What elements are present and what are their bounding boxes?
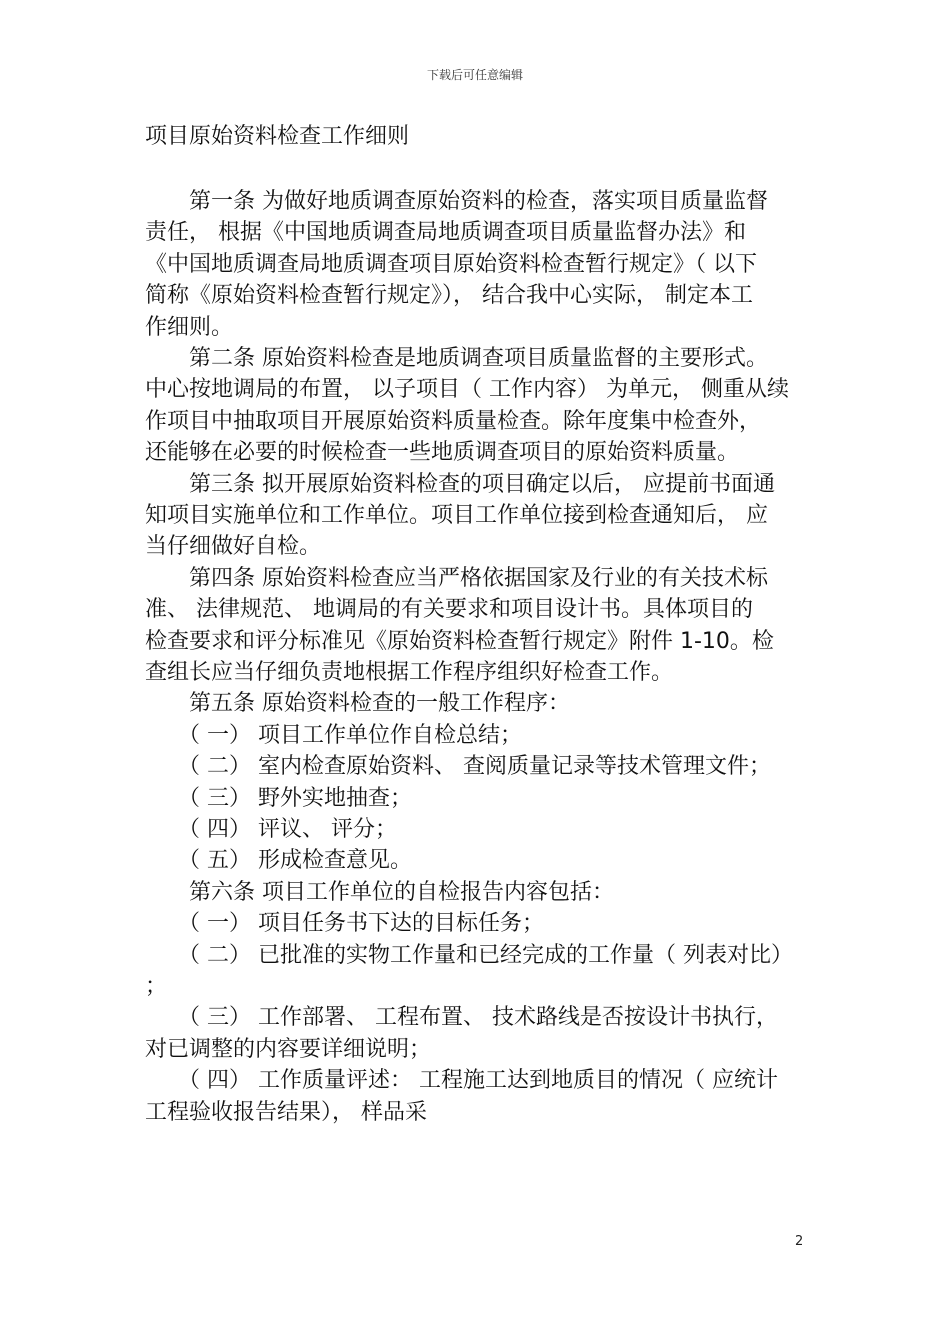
body-line: （ 四） 工作质量评述： 工程施工达到地质目的情况（ 应统计 xyxy=(145,1068,778,1094)
body-line: 作项目中抽取项目开展原始资料质量检查。除年度集中检查外， xyxy=(145,408,762,434)
body-line: 简称《原始资料检查暂行规定》）， 结合我中心实际， 制定本工 xyxy=(145,283,753,309)
header-note: 下载后可任意编辑 xyxy=(426,68,523,82)
body-line: （ 三） 工作部署、 工程布置、 技术路线是否按设计书执行， xyxy=(145,1005,778,1031)
body-line: （ 二） 室内检查原始资料、 查阅质量记录等技术管理文件； xyxy=(145,754,771,780)
body-line: 作细则。 xyxy=(145,314,234,340)
body-line: （ 三） 野外实地抽查； xyxy=(145,785,412,811)
body-line: 当仔细做好自检。 xyxy=(145,534,322,560)
body-line: （ 五） 形成检查意见。 xyxy=(145,848,412,874)
body-line: 第二条 原始资料检查是地质调查项目质量监督的主要形式。 xyxy=(145,346,768,371)
body-line: 工程验收报告结果）， 样品采 xyxy=(145,1099,427,1125)
document-title: 项目原始资料检查工作细则 xyxy=(145,124,410,149)
body-line: 还能够在必要的时候检查一些地质调查项目的原始资料质量。 xyxy=(145,440,740,466)
body-line: 准、 法律规范、 地调局的有关要求和项目设计书。具体项目的 xyxy=(145,597,753,623)
body-line: 检查要求和评分标准见《原始资料检查暂行规定》附件 1-10。检 xyxy=(145,628,774,654)
body-line: ； xyxy=(145,974,168,999)
body-line: 查组长应当仔细负责地根据工作程序组织好检查工作。 xyxy=(145,660,674,685)
body-line: （ 一） 项目任务书下达的目标任务； xyxy=(145,911,544,937)
body-line: 中心按地调局的布置， 以子项目（ 工作内容） 为单元， 侧重从续 xyxy=(145,377,789,403)
body-line: 责任， 根据《中国地质调查局地质调查项目质量监督办法》和 xyxy=(145,220,746,246)
page-number: 2 xyxy=(795,1234,804,1249)
body-line: （ 一） 项目工作单位作自检总结； xyxy=(145,722,522,748)
body-line: 第五条 原始资料检查的一般工作程序： xyxy=(145,691,570,717)
body-line: （ 四） 评议、 评分； xyxy=(145,817,397,842)
body-line: 第一条 为做好地质调查原始资料的检查，落实项目质量监督 xyxy=(145,189,768,214)
body-line: 第四条 原始资料检查应当严格依据国家及行业的有关技术标 xyxy=(145,565,768,591)
body-line: 第三条 拟开展原始资料检查的项目确定以后， 应提前书面通 xyxy=(145,471,775,497)
body-line: 知项目实施单位和工作单位。项目工作单位接到检查通知后， 应 xyxy=(145,503,768,528)
body-line: （ 二） 已批准的实物工作量和已经完成的工作量（ 列表对比） xyxy=(145,942,793,968)
body-line: 第六条 项目工作单位的自检报告内容包括： xyxy=(145,879,614,905)
body-line: 对已调整的内容要详细说明； xyxy=(145,1036,432,1062)
body-line: 《中国地质调查局地质调查项目原始资料检查暂行规定》（ 以下 xyxy=(145,251,757,277)
